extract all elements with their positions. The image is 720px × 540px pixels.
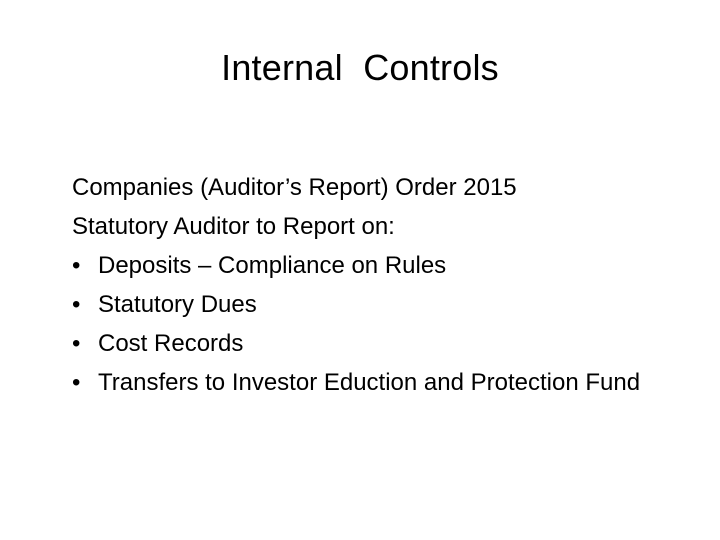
slide-title: Internal Controls <box>221 47 499 88</box>
bullet-text: Deposits – Compliance on Rules <box>98 252 447 279</box>
slide-body <box>72 168 692 402</box>
bullet-text: Statutory Dues <box>98 291 257 318</box>
bullet-list <box>72 246 692 402</box>
bullet-icon: • <box>72 252 81 279</box>
bullet-item-cost-records <box>72 324 692 363</box>
bullet-icon: • <box>72 291 81 318</box>
bullet-icon: • <box>72 330 81 357</box>
body-line-report-on: Statutory Auditor to Report on: <box>72 213 395 240</box>
bullet-item-statutory-dues <box>72 285 692 324</box>
bullet-item-transfers <box>72 363 692 402</box>
bullet-icon: • <box>72 369 81 396</box>
bullet-text: Cost Records <box>98 330 244 357</box>
bullet-item-deposits <box>72 246 692 285</box>
body-line-order: Companies (Auditor’s Report) Order 2015 <box>72 174 517 201</box>
bullet-text: Transfers to Investor Eduction and Protection Fund <box>98 369 641 396</box>
